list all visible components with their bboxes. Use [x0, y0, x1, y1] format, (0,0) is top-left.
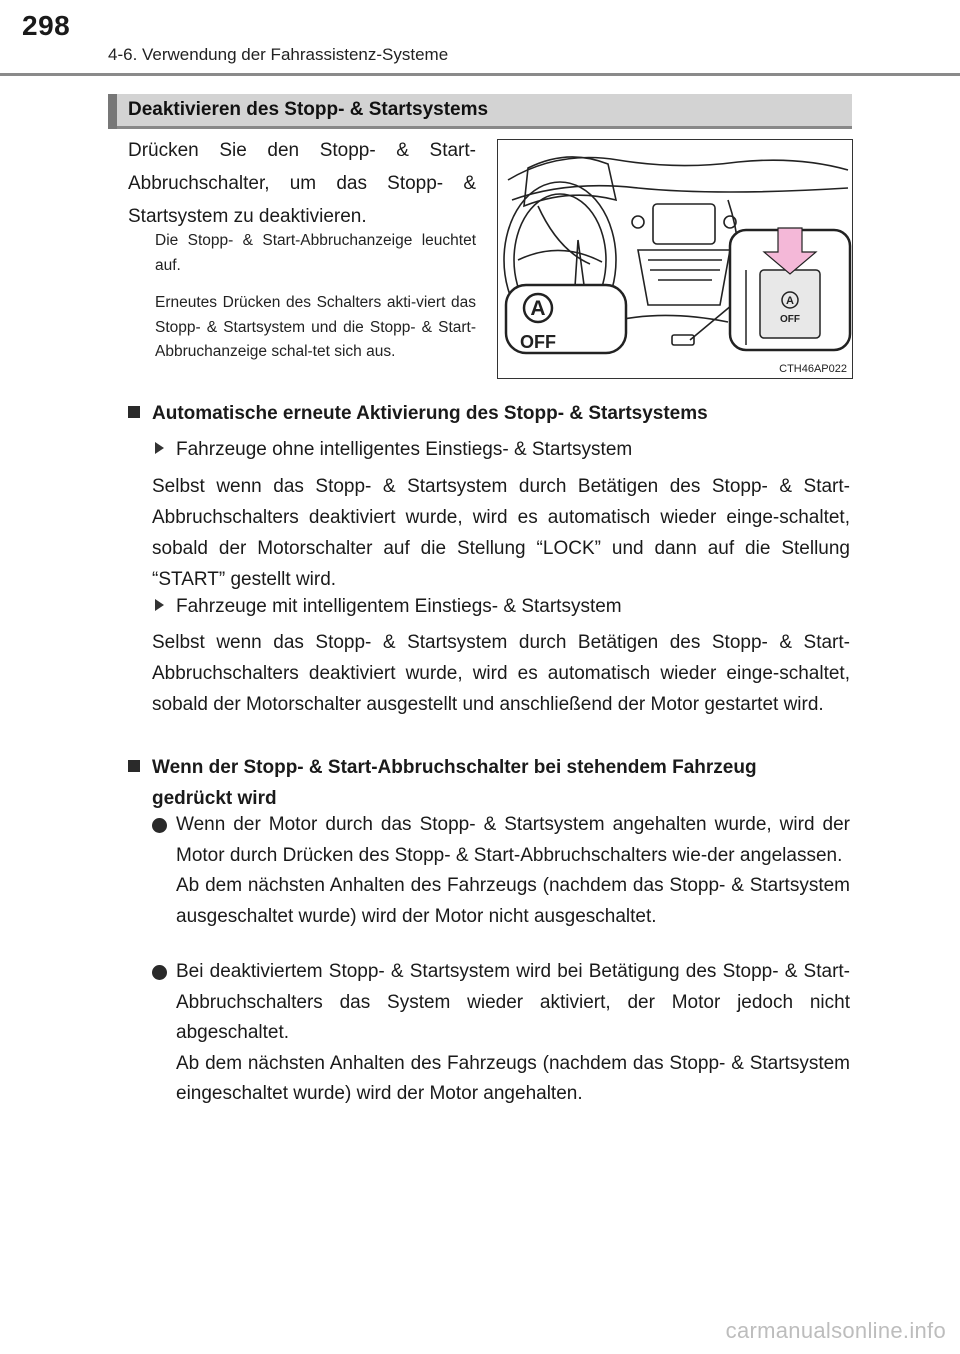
triangle-bullet-icon [155, 599, 164, 611]
intro-note-indicator: Die Stopp- & Start-Abbruchanzeige leuchtet auf. [155, 232, 476, 274]
callout-label: OFF [520, 332, 556, 352]
stationary-bullet-2 [152, 957, 850, 1110]
stationary-heading-line1: Wenn der Stopp- & Start-Abbruchschalter bei stehendem Fahrzeug [152, 757, 757, 778]
stationary-heading-line2: gedrückt wird [152, 788, 277, 809]
case1-text: Selbst wenn das Stopp- & Startsystem durch Betätigen des Stopp- & Start-Abbruchschalters deaktiviert wurde, wird es automatisch wieder einge-schaltet, sobald der Motorschalter auf die Stellung “LOCK” und dann auf die Stellung “START” gestellt wird. [152, 476, 850, 590]
auto-reactivation-heading [128, 398, 850, 429]
stationary-heading [128, 752, 850, 814]
case1-title: Fahrzeuge ohne intelligentes Einstiegs- & Startsystem [176, 439, 633, 460]
round-bullet-icon [152, 818, 167, 833]
square-bullet-icon [128, 760, 140, 772]
case2-subheading [155, 592, 622, 622]
switch-label: OFF [780, 314, 800, 325]
intro-text: Drücken Sie den Stopp- & Start-Abbruchschalter, um das Stopp- & Startsystem zu deaktivieren. [128, 140, 476, 227]
stationary-bullet-1 [152, 810, 850, 932]
bullet1-extra: Ab dem nächsten Anhalten des Fahrzeugs (nachdem das Stopp- & Startsystem ausgeschaltet wurde) wird der Motor nicht ausgeschaltet. [176, 875, 850, 927]
intro-note-repress: Erneutes Drücken des Schalters akti-viert das Stopp- & Startsystem und die Stopp- & Start-Abbruchanzeige schal-tet sich aus. [155, 294, 476, 360]
dashboard-illustration [498, 140, 854, 380]
triangle-bullet-icon [155, 442, 164, 454]
section-title-bar [108, 94, 852, 129]
header-rule [0, 73, 960, 76]
bullet2-extra: Ab dem nächsten Anhalten des Fahrzeugs (nachdem das Stopp- & Startsystem eingeschaltet wurde) wird der Motor angehalten. [176, 1052, 850, 1104]
section-title: Deaktivieren des Stopp- & Startsystems [128, 99, 489, 120]
case2-title: Fahrzeuge mit intelligentem Einstiegs- & Startsystem [176, 596, 622, 617]
square-bullet-icon [128, 406, 140, 418]
section-accent [108, 94, 117, 129]
switch-letter: A [786, 295, 794, 307]
callout-letter: A [530, 297, 546, 320]
case1-subheading [155, 435, 632, 465]
page-number: 298 [22, 10, 71, 41]
dashboard-figure [497, 139, 853, 379]
figure-code: CTH46AP022 [779, 363, 847, 375]
auto-reactivation-heading-text: Automatische erneute Aktivierung des Stopp- & Startsystems [152, 403, 708, 424]
round-bullet-icon [152, 965, 167, 980]
chapter-title: 4-6. Verwendung der Fahrassistenz-Systeme [108, 45, 449, 64]
watermark: carmanualsonline.info [725, 1318, 946, 1343]
case2-text: Selbst wenn das Stopp- & Startsystem durch Betätigen des Stopp- & Start-Abbruchschalters deaktiviert wurde, wird es automatisch wieder einge-schaltet, sobald der Motorschalter ausgestellt und anschließend der Motor gestartet wird. [152, 632, 850, 715]
bullet1-text: Wenn der Motor durch das Stopp- & Startsystem angehalten wurde, wird der Motor durch Drücken des Stopp- & Start-Abbruchschalters wie-der angelassen. [176, 814, 850, 866]
bullet2-text: Bei deaktiviertem Stopp- & Startsystem wird bei Betätigung des Stopp- & Start-Abbruchschalters das System wieder aktiviert, der Motor jedoch nicht abgeschaltet. [176, 961, 850, 1043]
